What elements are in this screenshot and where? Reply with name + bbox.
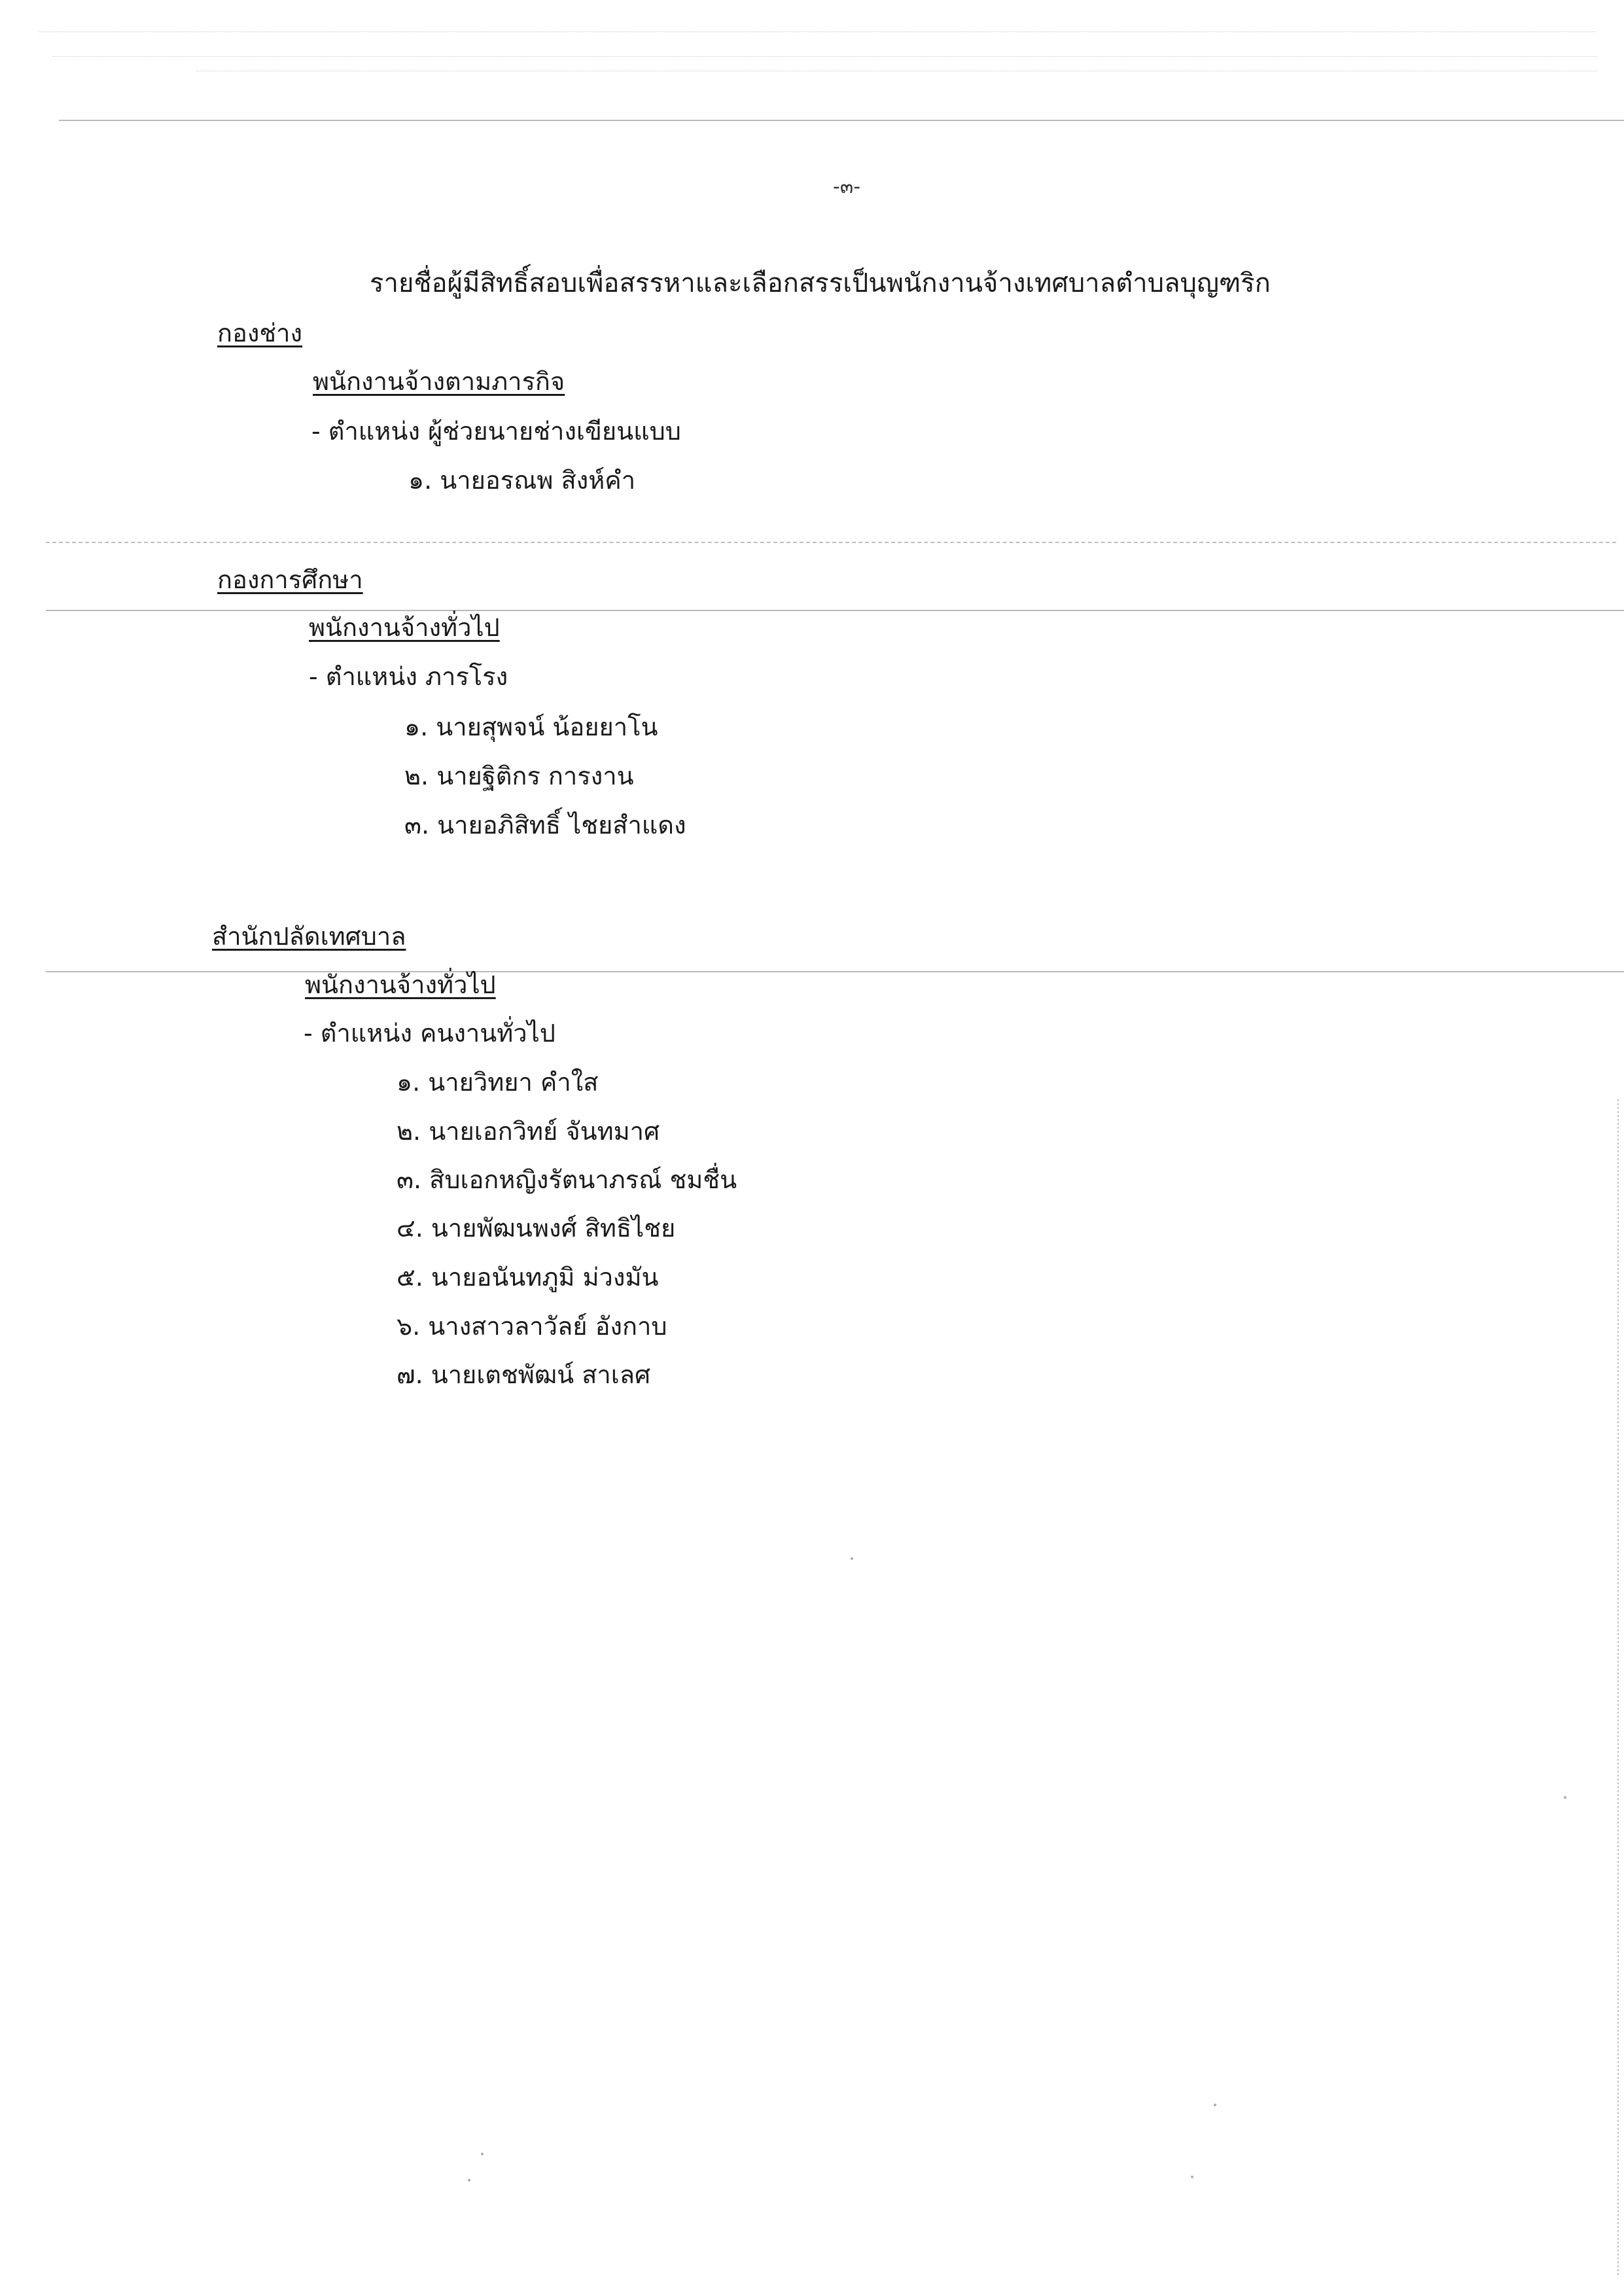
position-line: - ตำแหน่ง คนงานทั่วไป <box>304 1019 556 1048</box>
candidate-name: ๒. นายฐิติกร การงาน <box>404 762 634 790</box>
candidate-name: ๒. นายเอกวิทย์ จันทมาศ <box>397 1117 660 1146</box>
candidate-name: ๓. สิบเอกหญิงรัตนาภรณ์ ชมชื่น <box>397 1165 737 1194</box>
department-heading: สำนักปลัดเทศบาล <box>212 922 406 951</box>
scan-speck <box>1214 2104 1216 2106</box>
scan-speck <box>468 2179 470 2181</box>
scan-artifact-line <box>39 31 1597 32</box>
scan-artifact-line <box>52 56 1597 57</box>
department-heading: กองช่าง <box>217 319 303 347</box>
employee-type-heading: พนักงานจ้างตามภารกิจ <box>313 367 565 396</box>
candidate-name: ๑. นายวิทยา คำใส <box>397 1068 599 1097</box>
scan-artifact-line <box>46 971 1624 972</box>
scan-artifact-line <box>46 610 1624 611</box>
employee-type-heading: พนักงานจ้างทั่วไป <box>305 970 496 999</box>
scan-speck <box>1564 1796 1566 1799</box>
candidate-name: ๑. นายอรณพ สิงห์คำ <box>408 466 636 495</box>
position-line: - ตำแหน่ง ภารโรง <box>309 662 508 691</box>
scan-edge-artifact <box>1617 1099 1619 2277</box>
candidate-name: ๖. นางสาวลาวัลย์ อังกาบ <box>397 1312 667 1341</box>
scan-artifact-line <box>46 542 1616 543</box>
employee-type-heading: พนักงานจ้างทั่วไป <box>309 613 500 642</box>
scan-speck <box>481 2153 484 2155</box>
page-number: -๓- <box>832 175 861 198</box>
department-heading: กองการศึกษา <box>217 565 363 594</box>
document-title: รายชื่อผู้มีสิทธิ์สอบเพื่อสรรหาและเลือกสรรเป็นพนักงานจ้างเทศบาลตำบลบุญฑริก <box>370 268 1271 298</box>
candidate-name: ๕. นายอนันทภูมิ ม่วงมัน <box>397 1263 659 1292</box>
candidate-name: ๗. นายเตชพัฒน์ สาเลศ <box>397 1360 651 1389</box>
scan-speck <box>1191 2176 1193 2178</box>
candidate-name: ๔. นายพัฒนพงศ์ สิทธิไชย <box>397 1214 676 1243</box>
candidate-name: ๑. นายสุพจน์ น้อยยาโน <box>404 713 658 741</box>
scan-speck <box>851 1557 853 1560</box>
position-line: - ตำแหน่ง ผู้ช่วยนายช่างเขียนแบบ <box>311 417 681 446</box>
candidate-name: ๓. นายอภิสิทธิ์ ไชยสำแดง <box>404 811 686 839</box>
scan-artifact-line <box>59 120 1624 121</box>
